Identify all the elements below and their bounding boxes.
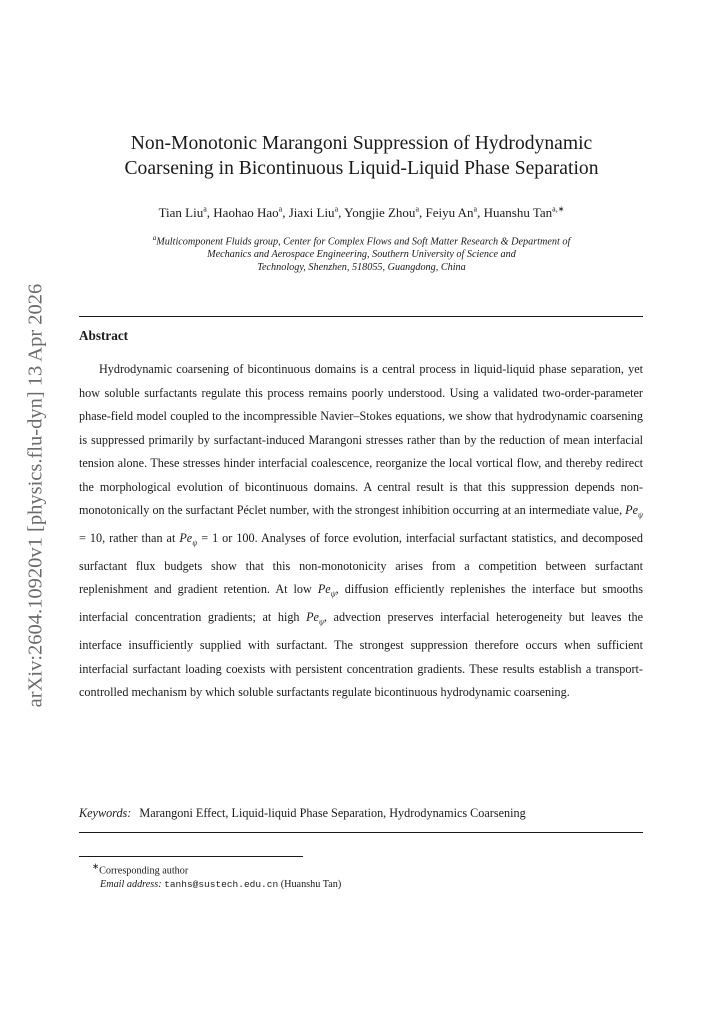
arxiv-stamp	[18, 252, 54, 738]
paper-title	[80, 131, 643, 181]
title-line-1: Non-Monotonic Marangoni Suppression of Hydrodynamic	[130, 133, 593, 154]
author: Huanshu Tan$^{a,∗}$	[483, 205, 565, 221]
keywords	[79, 805, 643, 821]
title-line-2: Coarsening in Bicontinuous Liquid-Liquid Phase Separation	[124, 158, 599, 179]
abstract-heading: Abstract	[79, 328, 129, 343]
keywords-text: Marangoni Effect, Liquid-liquid Phase Separation, Hydrodynamics Coarsening	[139, 806, 526, 820]
corresponding-author: Corresponding author	[99, 865, 189, 877]
abstract-top-rule	[79, 316, 643, 317]
author: Feiyu An$^a$,	[425, 205, 484, 221]
author: Yongjie Zhou$^a$,	[344, 205, 426, 221]
author: Tian Liu$^a$,	[158, 205, 214, 221]
affiliation-line-2: Mechanics and Aerospace Engineering, Southern University of Science and	[207, 249, 516, 261]
affiliation: $^a$Multicomponent Fluids group, Center for Complex Flows and Soft Matter Research & Department of Mechanics and Aerospace Engineering, Southern University of Science and Technology, Shenzhen, 518055, Guangdong, China	[80, 232, 643, 274]
footnote-rule	[79, 856, 303, 857]
email-owner: (Huanshu Tan)	[280, 879, 342, 891]
footnote: ∗Corresponding author Email address: tanhs@sustech.edu.cn (Huanshu Tan)	[92, 861, 342, 891]
affiliation-line-3: Technology, Shenzhen, 518055, Guangdong, China	[257, 262, 466, 274]
author: Jiaxi Liu$^a$,	[288, 205, 345, 221]
keywords-label: Keywords:	[79, 806, 132, 820]
arxiv-stamp-text: arXiv:2604.10920v1 [physics.flu-dyn] 13 Apr 2026	[24, 283, 47, 707]
abstract-bottom-rule	[79, 832, 643, 833]
author: Haohao Hao$^a$,	[213, 205, 289, 221]
affiliation-line-1: Multicomponent Fluids group, Center for Complex Flows and Soft Matter Research & Department of	[156, 236, 571, 248]
author-list	[80, 201, 643, 222]
email-link[interactable]: tanhs@sustech.edu.cn	[164, 879, 279, 891]
email-label: Email address:	[100, 879, 162, 891]
abstract-body: Hydrodynamic coarsening of bicontinuous domains is a central process in liquid-liquid phase separation, yet how soluble surfactants regulate this process remains poorly understood. Using a validated two-order-parameter phase-field model coupled to the incompressible Navier–Stokes equations, we show that hydrodynamic coarsening is suppressed primarily by surfactant-induced Marangoni stresses rather than by the reduction of mean interfacial tension alone. These stresses hinder interfacial coalescence, reorganize the local vortical flow, and thereby redirect the morphological evolution of bicontinuous domains. A central result is that this suppression depends non-monotonically on the surfactant Péclet number, with the strongest inhibition occurring at an intermediate value, $Pe_\psi = 10$, rather than at $Pe_\psi = 1$ or 100. Analyses of force evolution, interfacial surfactant statistics, and decomposed surfactant flux budgets show that this non-monotonicity arises from a competition between surfactant replenishment and gradient retention. At low $Pe_\psi$, diffusion efficiently replenishes the interface but smooths interfacial concentration gradients; at high $Pe_\psi$, advection preserves interfacial heterogeneity but leaves the interface insufficiently supplied with surfactant. The strongest suppression therefore occurs when sufficient interfacial surfactant loading coexists with persistent concentration gradients. These results establish a transport-controlled mechanism by which soluble surfactants regulate bicontinuous hydrodynamic coarsening.	[79, 362, 644, 700]
